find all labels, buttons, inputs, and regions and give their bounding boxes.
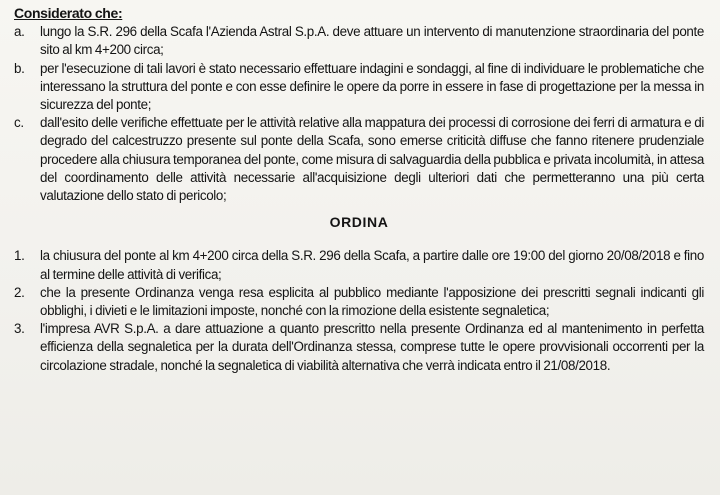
item-text: per l'esecuzione di tali lavori è stato necessario effettuare indagini e sondaggi, al fine di individuare le problematiche che interessano la struttura del ponte e con esse definire le opere da porre in essere in fase di progettazione per la messa in sicurezza del ponte; — [40, 60, 704, 113]
considerato-item-c — [14, 114, 704, 205]
ordina-item-1 — [14, 247, 704, 283]
ordina-title: ORDINA — [329, 214, 389, 231]
item-marker: c. — [14, 115, 24, 131]
item-marker: a. — [14, 24, 25, 40]
considerato-heading: Considerato che: — [14, 5, 123, 21]
item-text: che la presente Ordinanza venga resa esplicita al pubblico mediante l'apposizione dei prescritti segnali indicanti gli obblighi, i divieti e le limitazioni imposte, nonché con la rimozione della esistente segnaletica; — [40, 284, 704, 319]
item-marker: 3. — [14, 321, 25, 337]
item-marker: b. — [14, 60, 25, 76]
ordina-item-3 — [14, 320, 704, 375]
item-text: la chiusura del ponte al km 4+200 circa della S.R. 296 della Scafa, a partire dalle ore 19:00 del giorno 20/08/2018 e fino al termine delle attività di verifica; — [40, 248, 704, 282]
ordinance-text — [14, 4, 704, 375]
considerato-item-a — [14, 23, 704, 59]
item-text: dall'esito delle verifiche effettuate per le attività relative alla mappatura dei processi di corrosione dei ferri di armatura e di degrado del calcestruzzo presente sul ponte della Scafa, sono emerse criticità diffuse che fanno ritenere prudenziale procedere alla chiusura temporanea del ponte, come misura di salvaguardia della pubblica e privata incolumità, in attesa del coordinamento delle attività necessarie all'acquisizione degli ulteriori dati che permetteranno una più certa valutazione dello stato di pericolo; — [40, 115, 704, 204]
item-text: lungo la S.R. 296 della Scafa l'Azienda Astral S.p.A. deve attuare un intervento di manutenzione straordinaria del ponte sito al km 4+200 circa; — [40, 24, 704, 58]
item-marker: 2. — [14, 284, 25, 300]
considerato-item-b — [14, 60, 704, 115]
item-text: l'impresa AVR S.p.A. a dare attuazione a quanto prescritto nella presente Ordinanza ed al mantenimento in perfetta efficienza della segnaletica per la durata dell'Ordinanza stessa, comprese tutte le opere provvisionali occorrenti per la circolazione stradale, nonché la segnaletica di viabilità alternativa che verrà indicata entro il 21/08/2018. — [40, 321, 704, 373]
ordina-item-2 — [14, 284, 704, 320]
item-marker: 1. — [14, 248, 25, 264]
